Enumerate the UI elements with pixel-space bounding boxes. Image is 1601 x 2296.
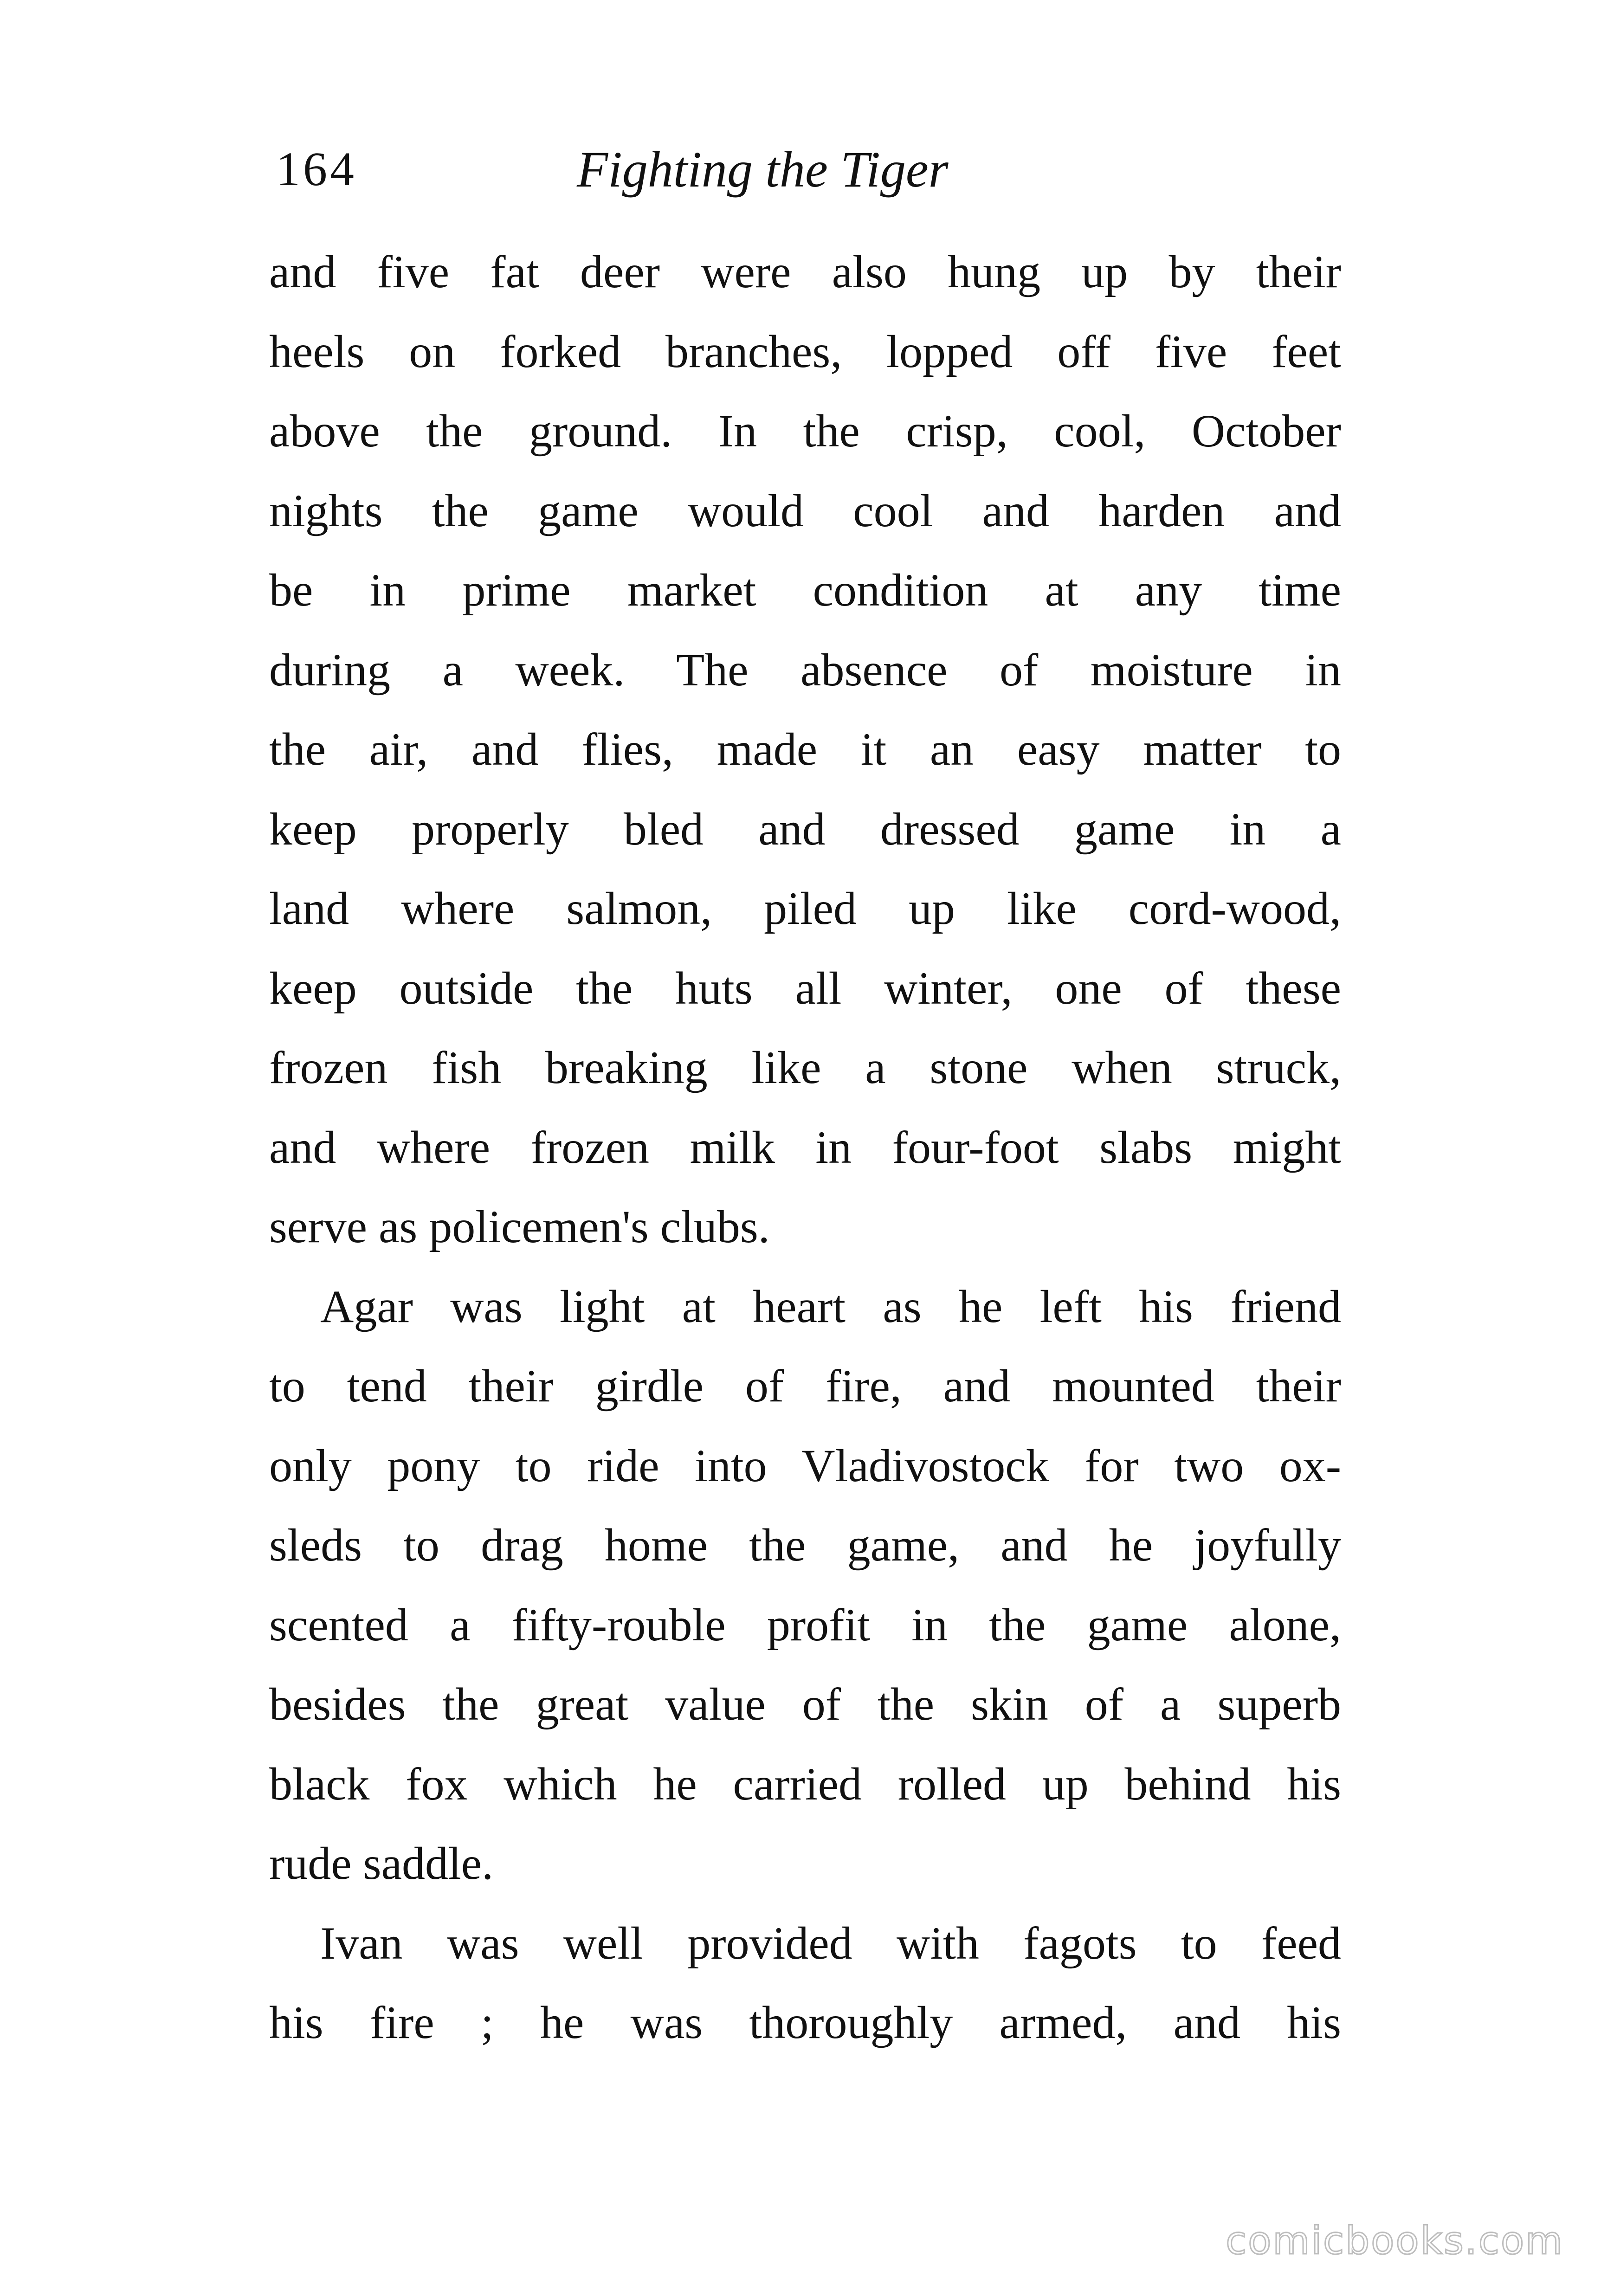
text-line: and where frozen milk in four-foot slabs might (269, 1121, 1341, 1173)
text-line: the air, and flies, made it an easy matter to (269, 723, 1341, 775)
page-number: 164 (276, 142, 357, 196)
text-line: nights the game would cool and harden and (269, 484, 1341, 536)
text-line: scented a fifty-rouble profit in the game alone, (269, 1599, 1341, 1651)
text-line: Agar was light at heart as he left his friend (320, 1280, 1341, 1332)
watermark: comicbooks.com (1226, 2219, 1564, 2263)
text-line: only pony to ride into Vladivostock for two ox- (269, 1439, 1341, 1491)
text-line: sleds to drag home the game, and he joyfully (269, 1519, 1341, 1571)
running-header (276, 135, 1343, 204)
text-line: to tend their girdle of fire, and mounted their (269, 1360, 1341, 1412)
text-line: above the ground. In the crisp, cool, October (269, 405, 1341, 457)
text-line: besides the great value of the skin of a superb (269, 1678, 1341, 1730)
text-line: land where salmon, piled up like cord-wood, (269, 883, 1341, 934)
running-title: Fighting the Tiger (577, 141, 949, 198)
text-line: keep properly bled and dressed game in a (269, 803, 1341, 855)
text-line: his fire ; he was thoroughly armed, and his (269, 1997, 1341, 2048)
text-line: be in prime market condition at any time (269, 564, 1341, 616)
body-text (269, 232, 1341, 2063)
text-line: frozen fish breaking like a stone when struck, (269, 1042, 1341, 1093)
text-line: and five fat deer were also hung up by their (269, 246, 1341, 297)
text-line: serve as policemen's clubs. (269, 1201, 770, 1252)
text-line: keep outside the huts all winter, one of these (269, 962, 1341, 1014)
text-line: black fox which he carried rolled up behind his (269, 1758, 1341, 1810)
text-line: rude saddle. (269, 1838, 494, 1889)
text-line: Ivan was well provided with fagots to feed (320, 1917, 1341, 1969)
text-line: during a week. The absence of moisture in (269, 644, 1341, 696)
text-line: heels on forked branches, lopped off five feet (269, 325, 1341, 377)
